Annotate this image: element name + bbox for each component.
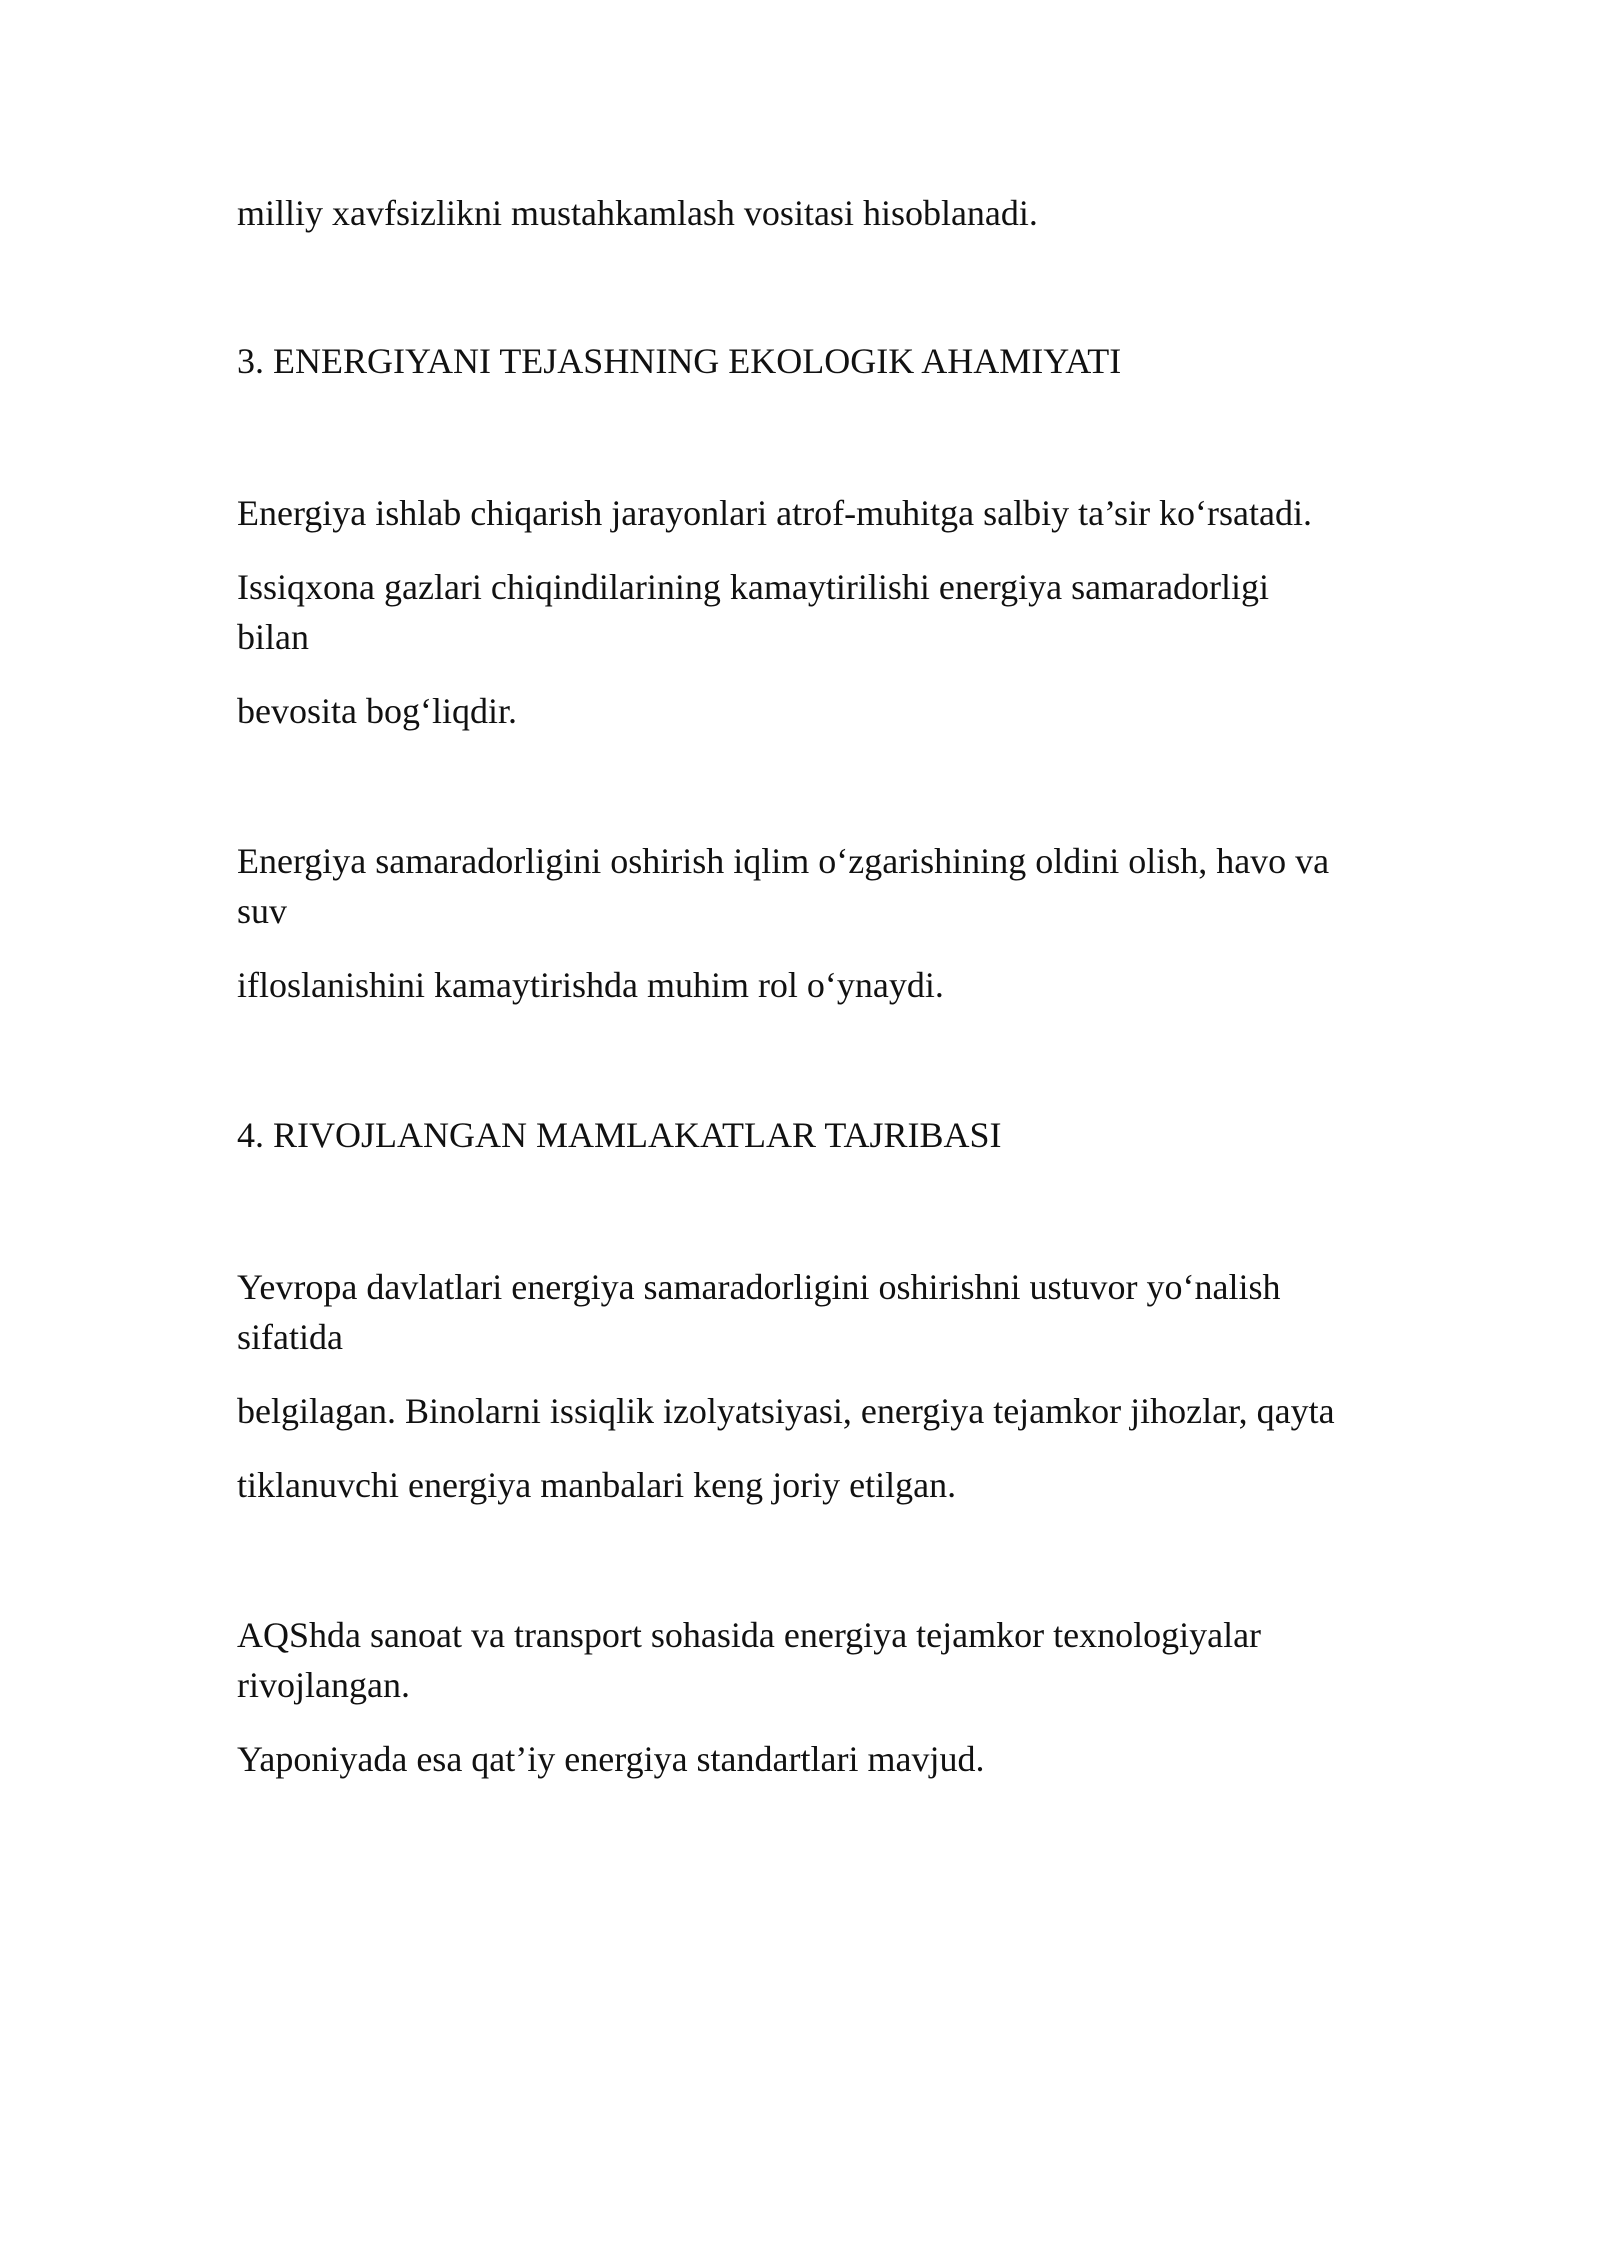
section-heading-4: 4. RIVOJLANGAN MAMLAKATLAR TAJRIBASI <box>237 1115 1002 1155</box>
paragraph-line: Issiqxona gazlari chiqindilarining kamaytirilishi energiya samaradorligi <box>237 567 1270 607</box>
section-heading-3: 3. ENERGIYANI TEJASHNING EKOLOGIK AHAMIYATI <box>237 341 1122 381</box>
paragraph-line: rivojlangan. <box>237 1665 410 1705</box>
paragraph-line: sifatida <box>237 1317 343 1357</box>
paragraph-line: Energiya samaradorligini oshirish iqlim o‘zgarishining oldini olish, havo va <box>237 841 1330 881</box>
paragraph-line: Energiya ishlab chiqarish jarayonlari atrof-muhitga salbiy ta’sir ko‘rsatadi. <box>237 493 1313 533</box>
paragraph-line: ifloslanishini kamaytirishda muhim rol o‘ynaydi. <box>237 965 944 1005</box>
paragraph-line: tiklanuvchi energiya manbalari keng joriy etilgan. <box>237 1465 957 1505</box>
paragraph-line: AQShda sanoat va transport sohasida energiya tejamkor texnologiyalar <box>237 1615 1262 1655</box>
paragraph-line: Yaponiyada esa qat’iy energiya standartlari mavjud. <box>237 1739 985 1779</box>
paragraph-line: belgilagan. Binolarni issiqlik izolyatsiyasi, energiya tejamkor jihozlar, qayta <box>237 1391 1335 1431</box>
paragraph-line: suv <box>237 891 288 931</box>
paragraph-line: bilan <box>237 617 309 657</box>
paragraph-line: Yevropa davlatlari energiya samaradorligini oshirishni ustuvor yo‘nalish <box>237 1267 1281 1307</box>
paragraph-line: milliy xavfsizlikni mustahkamlash vositasi hisoblanadi. <box>237 193 1038 233</box>
paragraph-line: bevosita bog‘liqdir. <box>237 691 517 731</box>
